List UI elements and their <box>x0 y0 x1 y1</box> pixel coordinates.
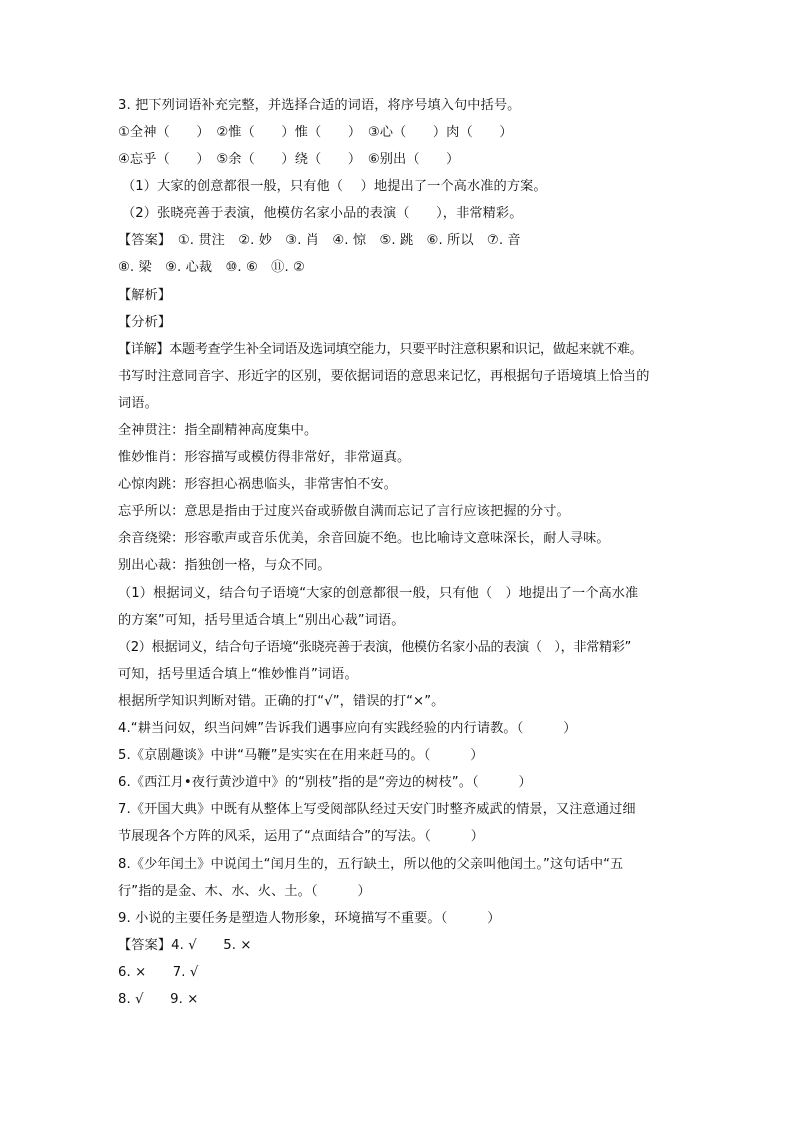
detail-line-2: 书写时注意同音字、形近字的区别，要依据词语的意思来记忆，再根据句子语境填上恰当的 <box>118 369 650 384</box>
analysis-label: 【解析】 <box>118 288 172 303</box>
answer2-line-3: 8. √ 9. × <box>118 992 199 1007</box>
definition-4: 忘乎所以：意思是指由于过度兴奋或骄傲自满而忘记了言行应该把握的分寸。 <box>118 504 570 519</box>
explanation-2-line-1: （2）根据词义，结合句子语境“张晓亮善于表演，他模仿名家小品的表演（ ），非常精彩” <box>118 640 631 655</box>
question-5: 5.《京剧趣谈》中讲“马鞭”是实实在在用来赶马的。（ ） <box>118 748 484 763</box>
explanation-1-line-1: （1）根据词义，结合句子语境“大家的创意都很一般，只有他（ ）地提出了一个高水准 <box>118 586 639 601</box>
question-3-sentence-1: （1）大家的创意都很一般，只有他（ ）地提出了一个高水准的方案。 <box>122 179 547 194</box>
question-3-items-line-2: ④忘乎（ ） ⑤余（ ）绕（ ） ⑥别出（ ） <box>118 152 460 167</box>
explanation-1-line-2: 的方案”可知，括号里适合填上“别出心裁”词语。 <box>118 613 405 628</box>
question-3-items-line-1: ①全神（ ） ②惟（ ）惟（ ） ③心（ ）肉（ ） <box>118 125 513 140</box>
definition-6: 别出心裁：指独创一格，与众不同。 <box>118 558 331 573</box>
answer-line-1: 【答案】 ①. 贯注 ②. 妙 ③. 肖 ④. 惊 ⑤. 跳 ⑥. 所以 ⑦. 音 <box>118 233 521 248</box>
question-4: 4.“耕当问奴，织当问婢”告诉我们遇事应向有实践经验的内行请教。（ ） <box>118 721 577 736</box>
question-6: 6.《西江月•夜行黄沙道中》的“别枝”指的是“旁边的树枝”。（ ） <box>118 775 532 790</box>
answer-line-2: ⑧. 梁 ⑨. 心裁 ⑩. ⑥ ⑪. ② <box>118 260 305 275</box>
question-3-sentence-2: （2）张晓亮善于表演，他模仿名家小品的表演（ ），非常精彩。 <box>122 206 523 221</box>
fenxi-label: 【分析】 <box>118 315 172 330</box>
question-8-line-2: 行”指的是金、木、水、火、土。（ ） <box>118 884 371 899</box>
question-7-line-2: 节展现各个方阵的风采，运用了“点面结合”的写法。（ ） <box>118 829 485 844</box>
definition-3: 心惊肉跳：形容担心祸患临头，非常害怕不安。 <box>118 477 398 492</box>
detail-line-1: 【详解】本题考查学生补全词语及选词填空能力，只要平时注意积累和识记，做起来就不难。 <box>118 342 643 357</box>
question-7-line-1: 7.《开国大典》中既有从整体上写受阅部队经过天安门时整齐威武的情景，又注意通过细 <box>118 802 636 817</box>
detail-line-3: 词语。 <box>118 396 158 411</box>
definition-1: 全神贯注：指全副精神高度集中。 <box>118 423 318 438</box>
answer2-line-2: 6. × 7. √ <box>118 965 199 980</box>
definition-5: 余音绕梁：形容歌声或音乐优美，余音回旋不绝。也比喻诗文意味深长，耐人寻味。 <box>118 531 610 546</box>
judge-instruction: 根据所学知识判断对错。正确的打“√”，错误的打“×”。 <box>118 694 445 709</box>
question-8-line-1: 8.《少年闰土》中说闰土“闰月生的，五行缺土，所以他的父亲叫他闰土。”这句话中“五 <box>118 857 624 872</box>
explanation-2-line-2: 可知，括号里适合填上“惟妙惟肖”词语。 <box>118 667 358 682</box>
definition-2: 惟妙惟肖：形容描写或模仿得非常好，非常逼真。 <box>118 450 411 465</box>
question-9: 9. 小说的主要任务是塑造人物形象，环境描写不重要。（ ） <box>118 911 501 926</box>
answer2-line-1: 【答案】4. √ 5. × <box>118 938 252 953</box>
question-3-stem: 3. 把下列词语补充完整，并选择合适的词语，将序号填入句中括号。 <box>118 98 521 113</box>
